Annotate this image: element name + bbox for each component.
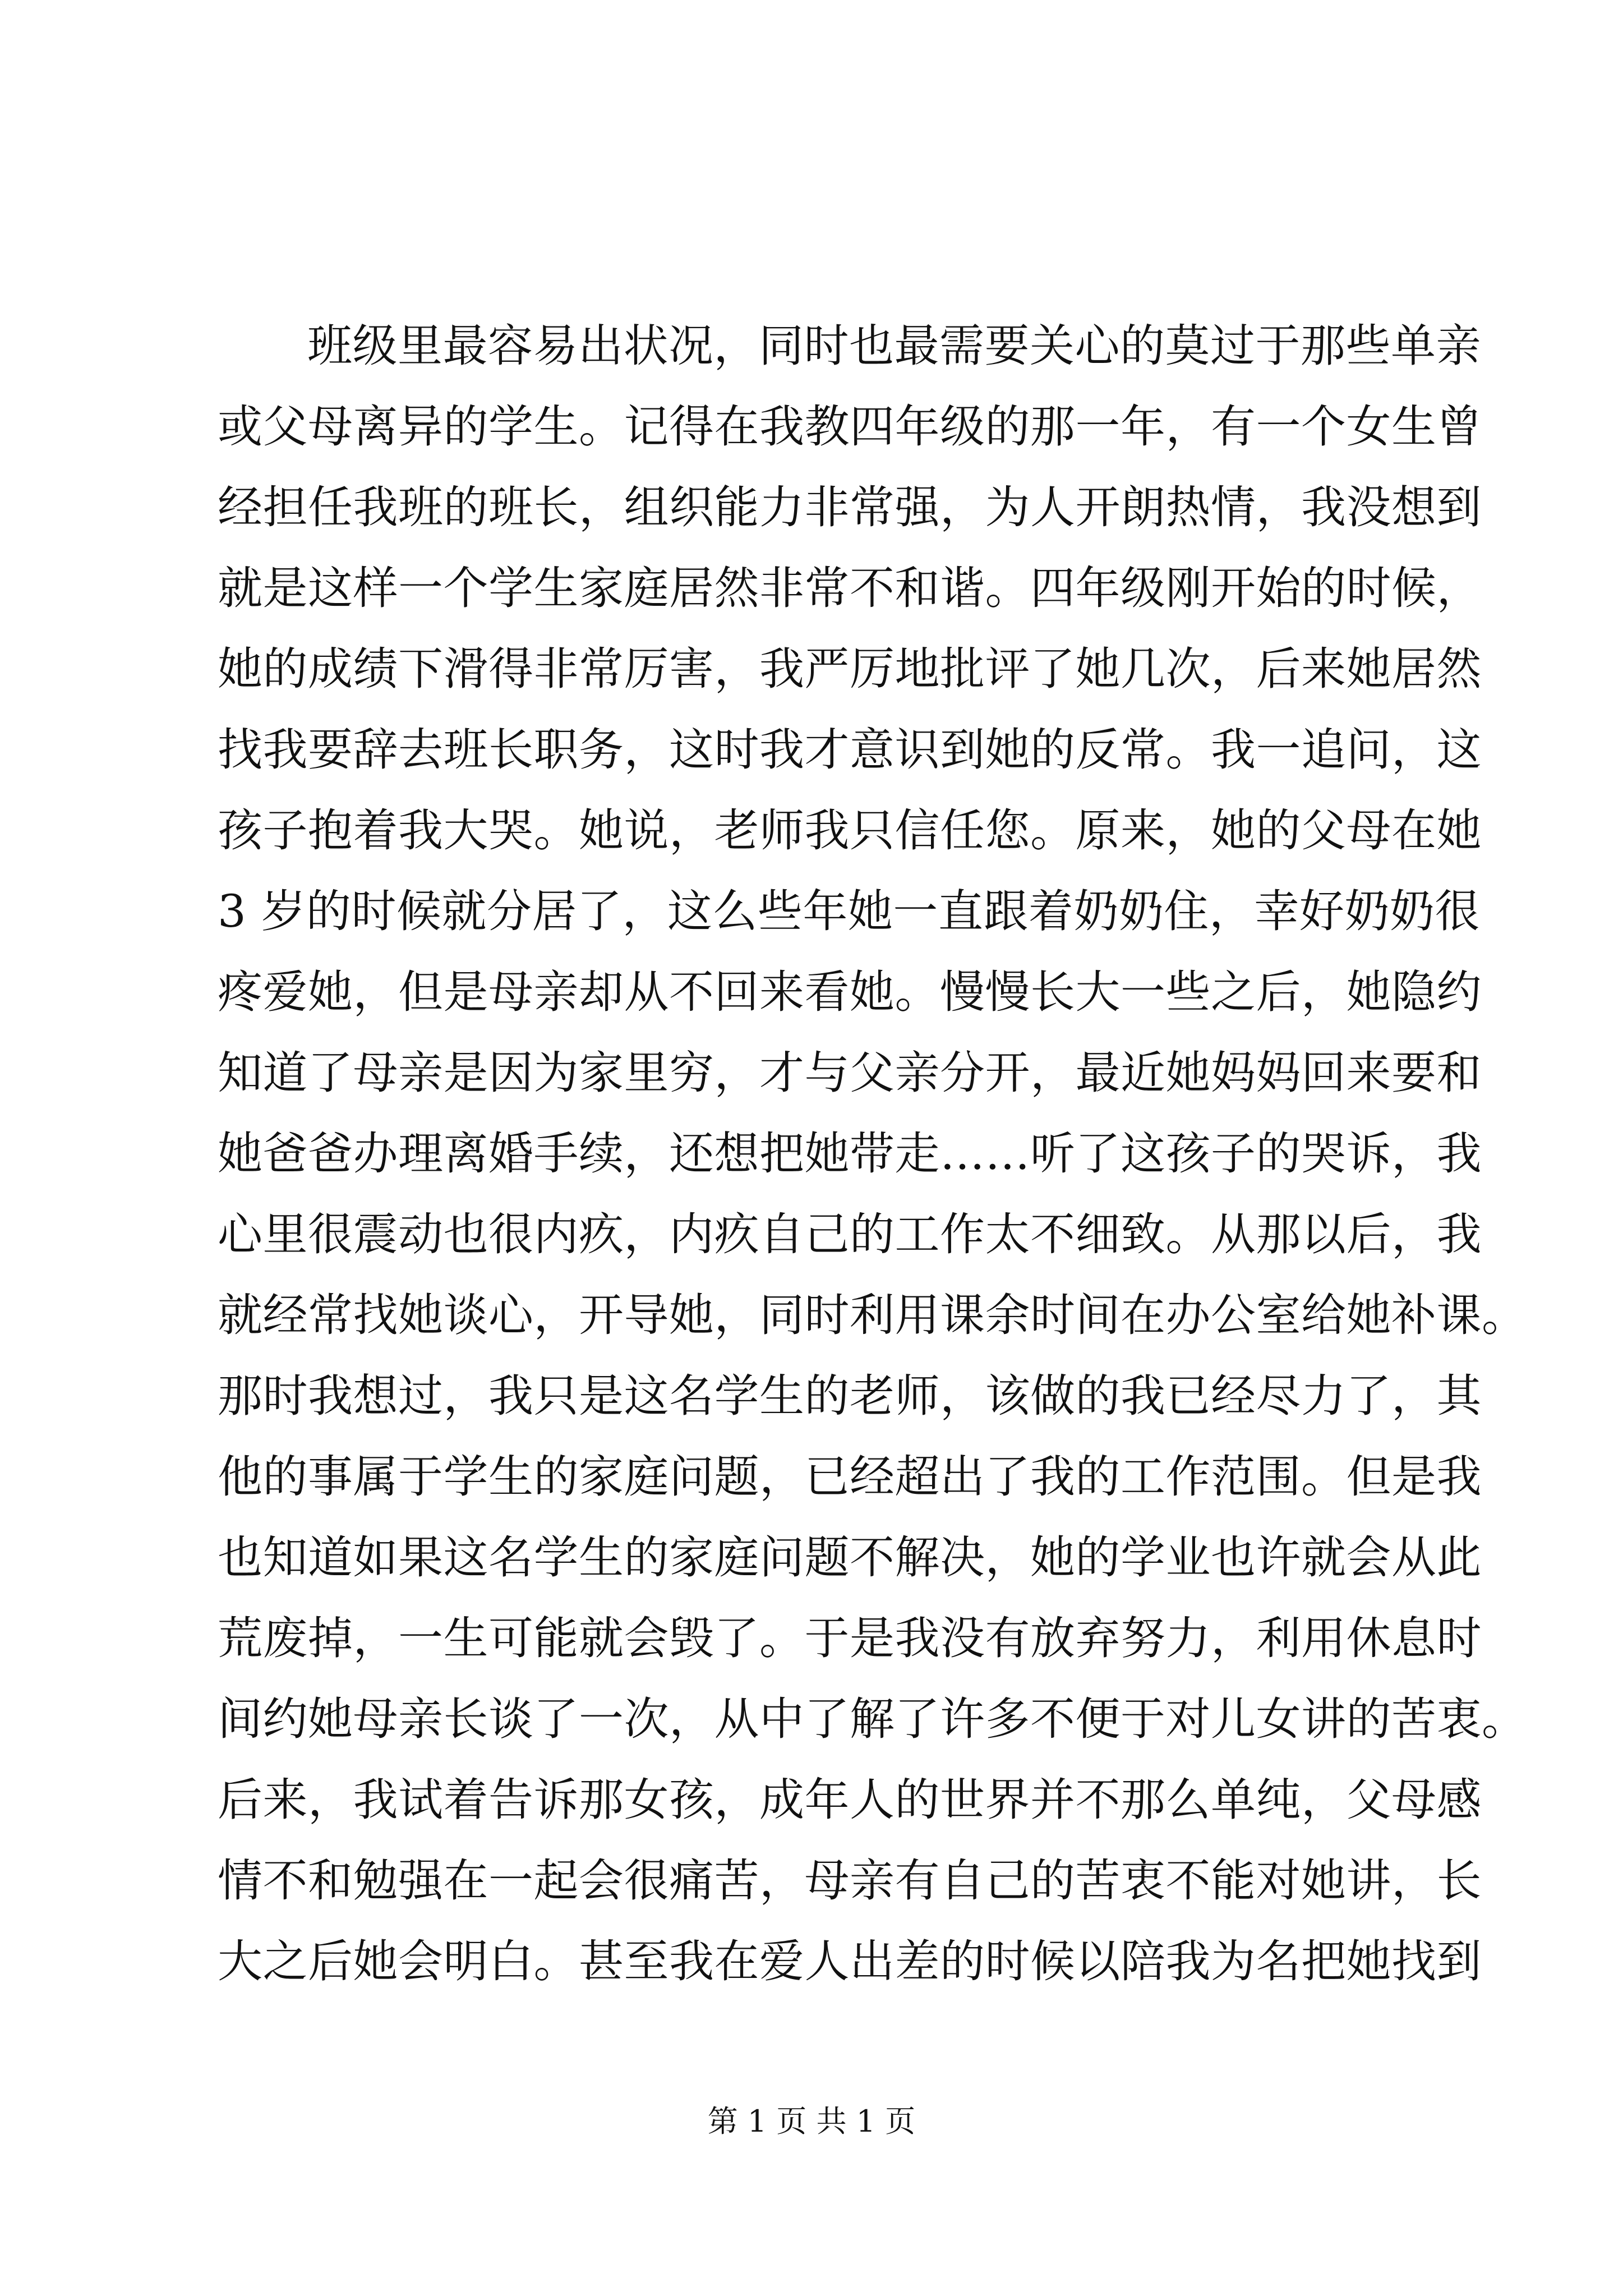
- paragraph-line: 她爸爸办理离婚手续，还想把她带走……听了这孩子的哭诉，我: [218, 1128, 1482, 1180]
- paragraph-line: 3 岁的时候就分居了，这么些年她一直跟着奶奶住，幸好奶奶很: [218, 885, 1480, 937]
- paragraph-line: 班级里最容易出状况，同时也最需要关心的莫过于那些单亲: [307, 320, 1481, 372]
- paragraph-line: 或父母离异的学生。记得在我教四年级的那一年，有一个女生曾: [218, 401, 1482, 453]
- paragraph-line: 就是这样一个学生家庭居然非常不和谐。四年级刚开始的时候，: [218, 562, 1482, 614]
- paragraph-line: 那时我想过，我只是这名学生的老师，该做的我已经尽力了，其: [218, 1370, 1482, 1422]
- paragraph-line: 找我要辞去班长职务，这时我才意识到她的反常。我一追问，这: [218, 724, 1482, 776]
- paragraph-line: 也知道如果这名学生的家庭问题不解决，她的学业也许就会从此: [218, 1531, 1482, 1584]
- paragraph-line: 疼爱她，但是母亲却从不回来看她。慢慢长大一些之后，她隐约: [218, 966, 1482, 1018]
- paragraph-line: 间约她母亲长谈了一次，从中了解了许多不便于对儿女讲的苦衷。: [218, 1693, 1527, 1745]
- body-paragraph: [218, 306, 1527, 2002]
- paragraph-line: 情不和勉强在一起会很痛苦，母亲有自己的苦衷不能对她讲，长: [218, 1855, 1482, 1907]
- paragraph-line: 经担任我班的班长，组织能力非常强，为人开朗热情，我没想到: [218, 481, 1482, 533]
- paragraph-line: 大之后她会明白。甚至我在爱人出差的时候以陪我为名把她找到: [218, 1935, 1482, 1987]
- paragraph-line: 后来，我试着告诉那女孩，成年人的世界并不那么单纯，父母感: [218, 1774, 1482, 1826]
- paragraph-line: 他的事属于学生的家庭问题，已经超出了我的工作范围。但是我: [218, 1451, 1482, 1503]
- paragraph-line: 孩子抱着我大哭。她说，老师我只信任您。原来，她的父母在她: [218, 804, 1482, 857]
- paragraph-line: 知道了母亲是因为家里穷，才与父亲分开，最近她妈妈回来要和: [218, 1047, 1482, 1099]
- paragraph-line: 就经常找她谈心，开导她，同时利用课余时间在办公室给她补课。: [218, 1289, 1527, 1341]
- paragraph-line: 心里很震动也很内疚，内疚自己的工作太不细致。从那以后，我: [218, 1208, 1482, 1260]
- paragraph-line: 她的成绩下滑得非常厉害，我严厉地批评了她几次，后来她居然: [218, 643, 1482, 695]
- paragraph-line: 荒废掉，一生可能就会毁了。于是我没有放弃努力，利用休息时: [218, 1612, 1482, 1664]
- page-number-footer: 第 1 页 共 1 页: [707, 2104, 916, 2139]
